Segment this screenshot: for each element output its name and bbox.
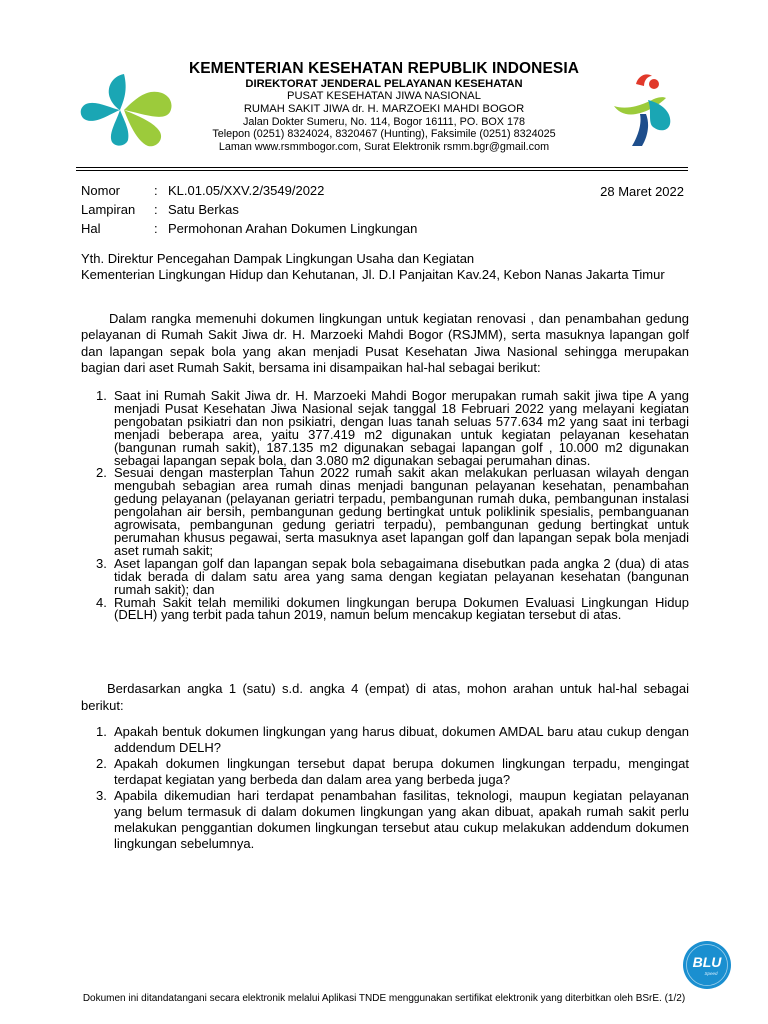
- list-item: [81, 467, 689, 557]
- list-text: Saat ini Rumah Sakit Jiwa dr. H. Marzoeki Mahdi Bogor merupakan rumah sakit jiwa tipe A yang menjadi Pusat Kesehatan Jiwa Nasional sejak tanggal 18 Februari 2022 yang melayani kegiatan pengobatan psikiatri dan non psikiatri, dengan luas tanah seluas 577.634 m2 yang saat ini terbagi menjadi beberapa area, yaitu 377.419 m2 digunakan untuk kegiatan pelayanan kesehatan (bangunan rumah sakit), 187.135 m2 digunakan sebagai lapangan golf , 10.000 m2 digunakan sebagai lapangan sepak bola, dan 3.080 m2 digunakan sebagai perumahan dinas.: [114, 388, 689, 468]
- questions-list: [81, 724, 689, 852]
- hospital-address: Jalan Dokter Sumeru, No. 114, Bogor 16111, PO. BOX 178: [242, 115, 526, 128]
- list-text: Apakah dokumen lingkungan tersebut dapat berupa dokumen lingkungan terpadu, mengingat terdapat kegiatan yang berbeda dan dalam area yang berbeda juga?: [114, 756, 689, 787]
- list-text: Aset lapangan golf dan lapangan sepak bola sebagaimana disebutkan pada angka 2 (dua) di atas tidak berada di dalam satu area yang sama dengan kegiatan pelayanan kesehatan (bangunan rumah sakit); dan: [114, 555, 689, 597]
- addressee: [81, 251, 691, 283]
- nomor-colon: :: [154, 183, 158, 198]
- list-item: [81, 724, 689, 756]
- nomor-value: KL.01.05/XXV.2/3549/2022: [168, 183, 325, 198]
- hospital-phone: Telepon (0251) 8324024, 8320467 (Hunting), Faksimile (0251) 8324025: [212, 128, 556, 141]
- ministry-name: KEMENTERIAN KESEHATAN REPUBLIK INDONESIA: [188, 60, 580, 77]
- badge-title: BLU: [692, 954, 722, 970]
- list-text: Apakah bentuk dokumen lingkungan yang harus dibuat, dokumen AMDAL baru atau cukup dengan addendum DELH?: [114, 724, 689, 755]
- hal-colon: :: [154, 221, 158, 236]
- hospital-name: RUMAH SAKIT JIWA dr. H. MARZOEKI MAHDI BOGOR: [243, 103, 525, 116]
- badge-subtitle: Speed: [704, 971, 718, 976]
- points-list: [81, 390, 689, 622]
- hospital-web: Laman www.rsmmbogor.com, Surat Elektronik rsmm.bgr@gmail.com: [218, 140, 550, 153]
- addressee-line-2: Kementerian Lingkungan Hidup dan Kehutanan, Jl. D.I Panjaitan Kav.24, Kebon Nanas Jakarta Timur: [81, 267, 665, 282]
- letter-date: 28 Maret 2022: [600, 184, 684, 199]
- list-item: [81, 555, 689, 597]
- addressee-line-1: Yth. Direktur Pencegahan Dampak Lingkungan Usaha dan Kegiatan: [81, 251, 475, 266]
- list-number: 3.: [96, 555, 107, 571]
- lampiran-label: Lampiran: [81, 202, 136, 217]
- list-item: [81, 788, 689, 852]
- request-paragraph: Berdasarkan angka 1 (satu) s.d. angka 4 (empat) di atas, mohon arahan untuk hal-hal sebagai berikut:: [81, 681, 689, 713]
- list-number: 4.: [96, 594, 107, 610]
- letterhead-rule: [76, 167, 688, 168]
- hospital-logo: [612, 70, 674, 148]
- letterhead: [160, 60, 608, 153]
- list-text: Apabila dikemudian hari terdapat penambahan fasilitas, teknologi, maupun kegiatan pelayanan yang belum termasuk di dalam dokumen lingkungan yang akan dibuat, apakah rumah sakit perlu melakukan penggantian dokumen lingkungan tersebut atau cukup melakukan addendum dokumen lingkungan sebelumnya.: [114, 788, 689, 851]
- list-number: 3.: [96, 788, 107, 803]
- hal-value: Permohonan Arahan Dokumen Lingkungan: [168, 221, 418, 236]
- list-text: Sesuai dengan masterplan Tahun 2022 rumah sakit akan melakukan perluasan wilayah dengan mengubah sebagian area rumah dinas menjadi bangunan pelayanan kesehatan, penambahan gedung pelayanan (pelayanan geriatri terpadu, pembangunan rumah duka, pembangunan instalasi pengolahan air bersih, pembangunan gedung bertingkat untuk poliklinik spesialis, pembanguanan agrowisata, pembangunan gedung geriatri terpadu), pembangunan gedung bertingkat untuk perumahan khusus pegawai, serta masuknya aset lapangan golf dan lapangan sepak bola menjadi aset rumah sakit;: [114, 465, 689, 558]
- lampiran-colon: :: [154, 202, 158, 217]
- directorate-name: DIREKTORAT JENDERAL PELAYANAN KESEHATAN: [245, 77, 523, 90]
- intro-paragraph: Dalam rangka memenuhi dokumen lingkungan untuk kegiatan renovasi , dan penambahan gedung pelayanan di Rumah Sakit Jiwa dr. H. Marzoeki Mahdi Bogor (RSJMM), serta masuknya lapangan golf dan lapangan sepak bola yang akan menjadi Pusat Kesehatan Jiwa Nasional sehingga merupakan bagian dari aset Rumah Sakit, bersama ini disampaikan hal-hal sebagai berikut:: [81, 311, 689, 375]
- lampiran-value: Satu Berkas: [168, 202, 239, 217]
- list-item: [81, 594, 689, 623]
- list-number: 2.: [96, 756, 107, 771]
- list-text: Rumah Sakit telah memiliki dokumen lingkungan berupa Dokumen Evaluasi Lingkungan Hidup (DELH) yang terbit pada tahun 2019, namun belum mencakup kegiatan tersebut di atas.: [114, 594, 689, 623]
- list-number: 1.: [96, 388, 107, 403]
- center-name: PUSAT KESEHATAN JIWA NASIONAL: [287, 90, 481, 103]
- list-item: [81, 756, 689, 788]
- blu-speed-badge: [682, 940, 732, 990]
- letterhead-rule-thin: [76, 170, 688, 171]
- list-item: [81, 390, 689, 467]
- hal-label: Hal: [81, 221, 101, 236]
- list-number: 2.: [96, 465, 107, 481]
- page-footer: Dokumen ini ditandatangani secara elektronik melalui Aplikasi TNDE menggunakan sertifikat elektronik yang diterbitkan oleh BSrE. (1/2): [82, 993, 686, 1004]
- list-number: 1.: [96, 724, 107, 739]
- nomor-label: Nomor: [81, 183, 121, 198]
